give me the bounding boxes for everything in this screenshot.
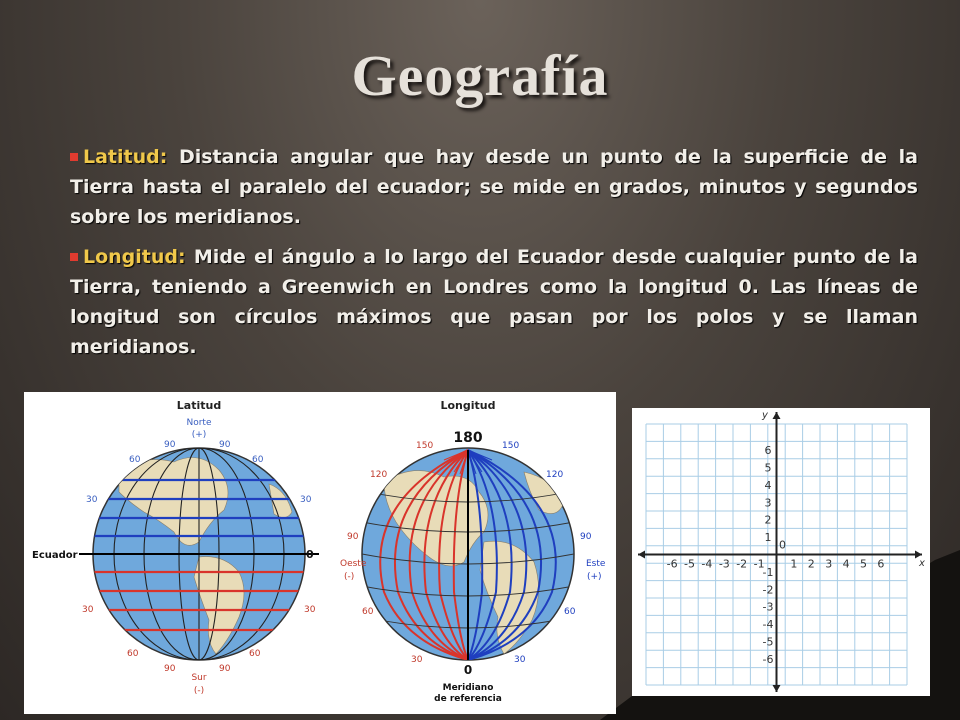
west-sign: (-) (344, 572, 355, 582)
meridian-label-line2: de referencia (434, 694, 502, 704)
x-axis-arrow-left (638, 551, 645, 559)
y-axis-label: y (762, 410, 768, 421)
y-tick-label: 2 (764, 513, 772, 527)
lon-label-e150: 150 (502, 441, 520, 451)
x-tick-label: -5 (684, 557, 695, 571)
latitude-title: Latitud (176, 399, 222, 412)
x-axis-label: x (919, 558, 925, 569)
x-tick-label: 1 (790, 557, 798, 571)
x-tick-label: 6 (877, 557, 885, 571)
longitude-top-value: 180 (453, 430, 483, 446)
y-tick-label: -1 (762, 565, 774, 579)
north-sign: (+) (191, 430, 207, 440)
lon-label-e60: 60 (564, 607, 576, 617)
bullet-longitud (70, 242, 918, 362)
lat-label-s90-right: 90 (219, 664, 231, 674)
longitude-title: Longitud (440, 399, 496, 412)
meridian-label-line1: Meridiano (442, 683, 494, 693)
lat-label-n30-left: 30 (86, 495, 98, 505)
west-label: Oeste (340, 559, 367, 569)
y-tick-label: -5 (762, 635, 774, 649)
x-tick-label: 3 (825, 557, 833, 571)
bullet-latitud (70, 142, 918, 232)
y-axis-arrow-up (773, 412, 781, 419)
y-tick-label: 4 (764, 478, 772, 492)
y-tick-label: 6 (764, 444, 772, 458)
lat-label-n90-right: 90 (219, 440, 231, 450)
y-tick-label: 3 (764, 496, 772, 510)
lat-label-s30-right: 30 (304, 605, 316, 615)
equator-value: 0 (306, 548, 314, 561)
equator-label: Ecuador (32, 550, 78, 561)
lon-label-e90: 90 (580, 532, 592, 542)
bullet-square-icon (70, 153, 78, 161)
lat-label-n60-right: 60 (252, 455, 264, 465)
lat-label-s60-right: 60 (249, 649, 261, 659)
y-axis-arrow-down (773, 685, 781, 692)
lon-label-e30: 30 (514, 655, 526, 665)
latitude-globe (32, 399, 319, 696)
x-tick-label: -6 (666, 557, 678, 571)
longitude-globe (340, 399, 606, 704)
slide-body (70, 142, 918, 372)
x-tick-label: 4 (842, 557, 850, 571)
y-tick-label: -2 (762, 583, 774, 597)
x-tick-label: -3 (718, 557, 730, 571)
lat-label-s30-left: 30 (82, 605, 94, 615)
y-tick-label: -3 (762, 600, 774, 614)
term-longitud: Longitud: (83, 246, 186, 268)
lat-label-s90-left: 90 (164, 664, 176, 674)
x-tick-label: 0 (779, 538, 786, 552)
north-label: Norte (186, 418, 212, 428)
lat-label-n60-left: 60 (129, 455, 141, 465)
x-tick-label: -1 (753, 557, 765, 571)
lon-label-e120: 120 (546, 470, 564, 480)
lon-label-w150: 150 (416, 441, 434, 451)
lat-label-s60-left: 60 (127, 649, 139, 659)
y-tick-label: 1 (764, 531, 772, 545)
x-tick-label: -2 (736, 557, 748, 571)
bullet-square-icon (70, 253, 78, 261)
x-tick-label: 5 (860, 557, 867, 571)
x-tick-label: -4 (701, 557, 713, 571)
south-label: Sur (191, 673, 207, 683)
lon-label-w60: 60 (362, 607, 374, 617)
lat-label-n90-left: 90 (164, 440, 176, 450)
lat-label-n30-right: 30 (300, 495, 312, 505)
y-tick-label: 5 (764, 461, 772, 475)
y-tick-label: -6 (762, 652, 774, 666)
coordinate-grid-figure (632, 408, 930, 696)
lon-label-w90: 90 (347, 532, 359, 542)
definition-longitud: Mide el ángulo a lo largo del Ecuador desde cualquier punto de la Tierra, teniendo a Greenwich en Londres como la longitud 0. Las líneas de longitud son círculos máximos que pasan por los polos y se llaman meridianos. (70, 246, 918, 358)
lon-label-w30: 30 (411, 655, 423, 665)
y-tick-label: -4 (762, 618, 774, 632)
term-latitud: Latitud: (83, 146, 168, 168)
east-sign: (+) (587, 572, 602, 582)
south-sign: (-) (193, 686, 205, 696)
longitude-bottom-value: 0 (463, 663, 473, 677)
lon-label-w120: 120 (370, 470, 388, 480)
slide-title: Geografía (351, 43, 609, 108)
definition-latitud: Distancia angular que hay desde un punto de la superficie de la Tierra hasta el paralelo del ecuador; se mide en grados, minutos y segundos sobre los meridianos. (70, 146, 918, 228)
x-tick-label: 2 (807, 557, 815, 571)
east-label: Este (586, 559, 606, 569)
globes-figure (24, 392, 616, 714)
